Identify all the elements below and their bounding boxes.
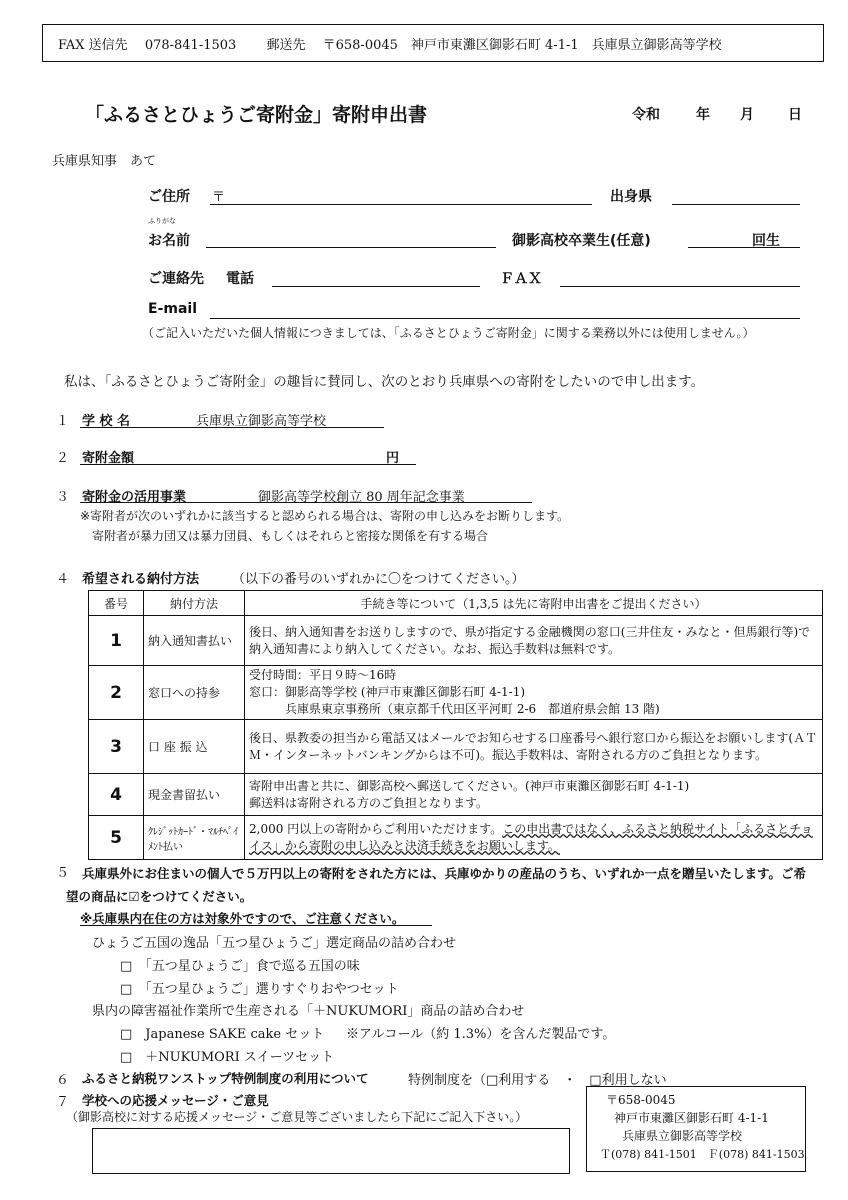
fax-field-label: ＦＡＸ [500,271,542,287]
s3-note2: 寄附者が暴力団又は暴力団員、もしくはそれらと密接な関係を有する場合 [92,529,489,543]
payment-methods-table [88,590,823,860]
s2-number: ２ [56,451,70,466]
s1-value: 兵庫県立御影高等学校 [196,414,327,429]
row-number[interactable]: 5 [89,816,144,860]
s1-number: １ [56,414,70,429]
table-header-row [89,591,823,616]
address-label: ご住所 [148,189,190,205]
table-row[interactable] [89,774,823,816]
name-field[interactable] [206,247,496,248]
alumni-class-field[interactable] [688,247,800,248]
page-title: 「ふるさとひょうご寄附金」寄附申出書 [85,104,428,126]
table-row[interactable] [89,816,823,860]
s6-number: ６ [56,1073,70,1088]
header-line [58,34,722,53]
row-number[interactable]: 2 [89,666,144,720]
s7-label: 学校への応援メッセージ・ご意見 [82,1093,269,1108]
s7-note: （御影高校に対する応援メッセージ・ご意見等ございましたら下記にご記入下さい。） [66,1110,528,1124]
s5-note-underline [80,925,432,926]
s5-item3[interactable]: □ Japanese SAKE cake セット [120,1027,325,1042]
contact-postal: 〒658-0045 [606,1093,676,1107]
post-address: 〒658-0045 神戸市東灘区御影石町 4-1-1 兵庫県立御影高等学校 [322,38,722,53]
s5-note: ※兵庫県内在住の方は対象外ですので、ご注意ください。 [80,911,405,926]
row-method: 窓口への持参 [144,666,245,720]
row-method: ｸﾚｼﾞｯﾄｶｰﾄﾞ・ﾏﾙﾁﾍﾟｲﾒﾝﾄ払い [144,816,245,860]
date-era: 令和 [632,107,660,123]
date-month: 月 [740,107,754,123]
postal-mark: 〒 [212,190,226,205]
s5-group2: 県内の障害福祉作業所で生産される「＋NUKUMORI」商品の詰め合わせ [92,1004,525,1019]
row-detail: 後日、県教委の担当から電話又はメールでお知らせする口座番号へ銀行窓口から振込をお願いします(ＡＴＭ・インターネットバンキングからは不可)。振込手数料は、寄附される方のご負担となります。 [245,720,823,774]
row-method: 口 座 振 込 [144,720,245,774]
message-box[interactable] [92,1128,570,1174]
s5-group1: ひょうご五国の逸品「五つ星ひょうご」選定商品の詰め合わせ [92,936,457,951]
header-detail: 手続き等について（1,3,5 は先に寄附申出書をご提出ください） [245,591,823,616]
email-field[interactable] [210,318,800,319]
hometown-label: 出身県 [610,189,652,205]
row-detail [245,816,823,860]
row-detail: 受付時間：平日９時～16時 窓口：御影高等学校 (神戸市東灘区御影石町 4-1-1) 兵庫県東京事務所（東京都千代田区平河町 2-6 都道府県会館 13 階) [245,666,823,720]
s5-item3-note: ※アルコール（約 1.3%）を含んだ製品です。 [346,1027,616,1042]
s7-number: ７ [56,1095,70,1110]
fax-field[interactable] [560,286,800,287]
row-method: 現金書留払い [144,774,245,816]
alumni-label: 御影高校卒業生(任意) [512,233,651,249]
s1-label: 学 校 名 [82,414,131,429]
s3-underline [80,502,532,503]
table-row[interactable] [89,616,823,666]
row-number[interactable]: 1 [89,616,144,666]
header-number: 番号 [89,591,144,616]
s5-number: ５ [56,866,70,881]
s5-item2[interactable]: □ 「五つ星ひょうご」選りすぐりおやつセット [120,982,399,997]
intro-text: 私は、「ふるさとひょうご寄附金」の趣旨に賛同し、次のとおり兵庫県への寄附をしたいので申し出ます。 [64,374,705,390]
row-detail-highlight: この申出書ではなく、ふるさと納税サイト「ふるさとチョイス」から寄附の申し込みと決済手続きをお願いします。 [249,821,813,853]
addressee: 兵庫県知事 あて [52,154,157,169]
date-year: 年 [696,107,710,123]
row-detail: 寄附申出書と共に、御影高校へ郵送してください。(神戸市東灘区御影石町 4-1-1) 郵送料は寄附される方のご負担となります。 [245,774,823,816]
s3-value: 御影高等学校創立 80 周年記念事業 [258,490,465,505]
privacy-note: （ご記入いただいた個人情報につきましては、「ふるさとひょうご寄附金」に関する業務以外には使用しません。） [142,326,755,340]
name-label: お名前 [148,233,190,249]
phone-label: 電話 [226,271,254,287]
address-field[interactable] [210,204,592,205]
contact-phone-fax: Ｔ(078) 841-1501 Ｆ(078) 841-1503 [600,1148,805,1161]
row-detail-plain: 2,000 円以上の寄附からご利用いただけます。 [249,821,503,836]
phone-field[interactable] [272,286,480,287]
s2-label: 寄附金額 [82,451,135,466]
s4-instruction: （以下の番号のいずれかに〇をつけてください。） [232,572,525,587]
furigana-label: ふりがな [148,217,176,225]
hometown-field[interactable] [672,204,800,205]
row-method: 納入通知書払い [144,616,245,666]
s5-item1[interactable]: □ 「五つ星ひょうご」食で巡る五国の味 [120,959,360,974]
s3-number: ３ [56,490,70,505]
date-fields [632,104,802,124]
s6-label: ふるさと納税ワンストップ特例制度の利用について [82,1071,369,1086]
fax-number: 078-841-1503 [144,38,237,53]
s2-unit: 円 [386,451,400,466]
class-suffix: 回生 [752,233,780,249]
s3-note1: ※寄附者が次のいずれかに該当すると認められる場合は、寄附の申し込みをお断りします。 [80,509,570,523]
table-row[interactable] [89,720,823,774]
table-row[interactable] [89,666,823,720]
row-detail: 後日、納入通知書をお送りしますので、県が指定する金融機関の窓口(三井住友・みなと・但馬銀行等)で納入通知書により納入してください。なお、振込手数料は無料です。 [245,616,823,666]
amount-field[interactable] [80,464,416,465]
fax-label: FAX 送信先 [58,38,128,53]
s1-underline [80,427,384,428]
date-day: 日 [788,107,802,123]
contact-label: ご連絡先 [148,271,204,287]
s5-text: 兵庫県外にお住まいの個人で５万円以上の寄附をされた方には、兵庫ゆかりの産品のうち、いずれか一点を贈呈いたします。ご希望の商品に☑をつけてください。 [66,866,807,904]
s4-label: 希望される納付方法 [82,572,200,587]
s6-options[interactable]: 特例制度を（□利用する ・ □利用しない [408,1073,667,1088]
s3-label: 寄附金の活用事業 [82,490,187,505]
email-label: E-mail [148,301,198,317]
post-label: 郵送先 [266,38,306,53]
contact-address: 神戸市東灘区御影石町 4-1-1 [614,1111,769,1125]
s5-item4[interactable]: □ ＋NUKUMORI スイーツセット [120,1050,335,1065]
s4-number: ４ [56,572,70,587]
header-method: 納付方法 [144,591,245,616]
row-number[interactable]: 4 [89,774,144,816]
row-number[interactable]: 3 [89,720,144,774]
contact-school: 兵庫県立御影高等学校 [622,1129,743,1143]
